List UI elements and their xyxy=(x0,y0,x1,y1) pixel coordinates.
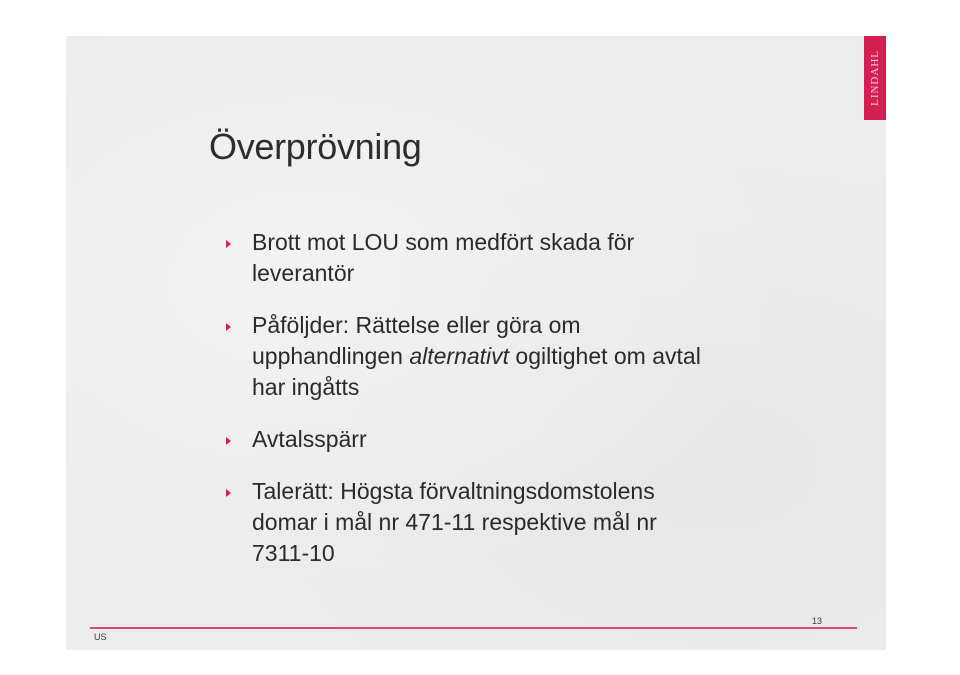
bullet-text-line: domar i mål nr 471-11 respektive mål nr xyxy=(252,509,657,535)
bullet-triangle-icon xyxy=(226,323,231,331)
bullet-text-line: har ingåtts xyxy=(252,374,360,400)
bullet-text-line: Brott mot LOU som medfört skada för xyxy=(252,229,635,255)
bullet-item xyxy=(226,310,826,403)
slide-title: Överprövning xyxy=(209,126,422,167)
footer-divider xyxy=(90,627,857,629)
bullet-item xyxy=(226,424,826,455)
bullet-text-segment: ogiltighet om avtal xyxy=(509,343,701,369)
brand-logo-tab xyxy=(864,36,886,120)
footer-initials: US xyxy=(94,632,107,642)
bullet-list xyxy=(226,227,826,590)
bullet-text-emphasis: alternativt xyxy=(409,343,510,369)
brand-logo-text: LINDAHL xyxy=(869,50,881,106)
page-number: 13 xyxy=(812,616,823,626)
bullet-text-line: Talerätt: Högsta förvaltningsdomstolens xyxy=(252,478,655,504)
bullet-triangle-icon xyxy=(226,437,231,445)
bullet-item xyxy=(226,227,826,289)
bullet-text-line: leverantör xyxy=(252,260,355,286)
bullet-triangle-icon xyxy=(226,489,231,497)
bullet-text-line: Påföljder: Rättelse eller göra om xyxy=(252,312,581,338)
bullet-text-line-mixed xyxy=(252,341,826,372)
bullet-text-line: Avtalsspärr xyxy=(252,426,367,452)
bullet-text-segment: upphandlingen xyxy=(252,343,410,369)
bullet-text-line: 7311-10 xyxy=(252,540,335,566)
bullet-item xyxy=(226,476,826,569)
bullet-triangle-icon xyxy=(226,240,231,248)
